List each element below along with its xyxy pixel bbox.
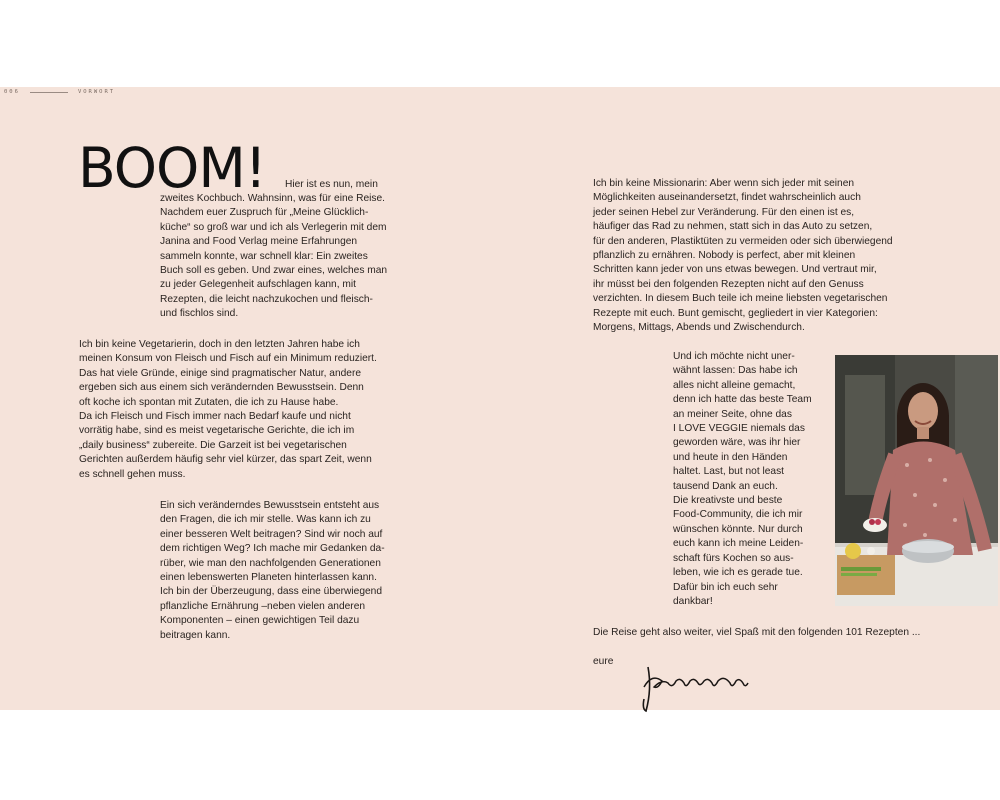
text-line: meinen Konsum von Fleisch und Fisch auf ein Minimum reduziert.	[79, 353, 377, 365]
text-line: Schritten kann jeder von uns etwas bewegen. Und vertraut mir,	[593, 264, 877, 276]
text-line: einer besseren Welt beitragen? Sind wir noch auf	[160, 528, 383, 540]
paragraph-missionarin	[593, 177, 923, 335]
text-line: rüber, wie man den nachfolgenden Generationen	[160, 557, 381, 569]
text-line: zu jeder Gelegenheit aufschlagen kann, mit	[160, 279, 356, 291]
text-line: verzichten. In diesem Buch teile ich meine liebsten vegetarischen	[593, 293, 888, 305]
signature	[628, 659, 758, 714]
text-line: Buch soll es geben. Und zwar eines, welches man	[160, 265, 388, 277]
text-line: Nachdem euer Zuspruch für „Meine Glücklich-	[160, 207, 369, 219]
text-line: I LOVE VEGGIE niemals das	[673, 423, 805, 435]
text-line: Dafür bin ich euch sehr	[673, 581, 778, 593]
text-line: denn ich hatte das beste Team	[673, 394, 812, 406]
text-line: leben, wie ich es gerade tue.	[673, 567, 803, 579]
header-rule	[30, 92, 68, 93]
text-line: Rezepten, die leicht nachzukochen und fleisch-	[160, 293, 373, 305]
text-line: Ein sich veränderndes Bewusstsein entsteht aus	[160, 500, 380, 511]
text-line: einen lebenswerten Planeten hinterlassen kann.	[160, 572, 377, 584]
text-line: den Fragen, die ich mir stelle. Was kann ich zu	[160, 514, 371, 526]
text-line: Ich bin der Überzeugung, dass eine überwiegend	[160, 586, 383, 598]
text-line: „daily business“ zubereite. Die Garzeit ist bei vegetarischen	[79, 439, 347, 451]
text-line: pflanzliche Ernährung –neben vielen anderen	[160, 600, 366, 612]
text-line: und fischlos sind.	[160, 308, 239, 320]
sign-label	[593, 655, 633, 669]
text-line: wünschen könnte. Nur durch	[673, 523, 803, 535]
intro-first-line	[285, 178, 415, 192]
text-line: pflanzlich zu ernähren. Nobody is perfect, aber mit kleinen	[593, 250, 856, 262]
text-line: Die kreativste und beste	[673, 495, 783, 507]
text-line: tausend Dank an euch.	[673, 480, 778, 492]
text-line: dem richtigen Weg? Ich mache mir Gedanken da-	[160, 543, 385, 555]
text-line: Morgens, Mittags, Abends und Zwischendurch.	[593, 322, 805, 334]
text-line: für den anderen, Plastiktüten zu vermeiden oder sich überwiegend	[593, 235, 893, 247]
intro-first-line-text: Hier ist es nun, mein	[285, 179, 378, 190]
text-line: Und ich möchte nicht uner-	[673, 351, 795, 362]
text-line: vorrätig habe, sind es meist vegetarische Gerichte, die ich im	[79, 425, 355, 437]
paragraph-thanks	[673, 350, 823, 609]
text-line: ihr müsst bei den folgenden Rezepten nicht auf den Genuss	[593, 278, 864, 290]
text-line: Janina and Food Verlag meine Erfahrungen	[160, 236, 358, 248]
paragraph-vegetarian	[79, 338, 409, 482]
text-line: sammeln konnte, war schnell klar: Ein zweites	[160, 250, 368, 262]
text-line: Ich bin keine Vegetarierin, doch in den letzten Jahren habe ich	[79, 339, 360, 350]
text-line: schaft fürs Kochen so aus-	[673, 552, 794, 564]
text-line: Ich bin keine Missionarin: Aber wenn sich jeder mit seinen	[593, 178, 855, 189]
text-line: häufiger das Rad zu nehmen, statt sich in das Auto zu setzen,	[593, 221, 873, 233]
text-line: jeder seinen Hebel zur Veränderung. Für den einen ist es,	[593, 206, 855, 218]
text-line: an meiner Seite, ohne das	[673, 408, 792, 420]
text-line: wähnt lassen: Das habe ich	[673, 365, 798, 377]
closing-line	[593, 626, 953, 640]
paragraph-bewusstsein	[160, 499, 410, 643]
book-spread	[0, 87, 1000, 710]
text-line: Food-Community, die ich mir	[673, 509, 803, 521]
text-line: oft koche ich spontan mit Zutaten, die ich zu Hause habe.	[79, 396, 339, 408]
portrait-photo	[835, 355, 998, 606]
text-line: Da ich Fleisch und Fisch immer nach Bedarf kaufe und nicht	[79, 411, 351, 423]
intro-paragraph	[160, 192, 410, 322]
text-line: und heute in den Händen	[673, 451, 788, 463]
text-line: Komponenten – einen gewichtigen Teil dazu	[160, 615, 360, 627]
text-line: küche“ so groß war und ich als Verlegerin mit dem	[160, 221, 387, 233]
page-number: 006	[4, 89, 20, 95]
text-line: dankbar!	[673, 595, 713, 607]
text-line: zweites Kochbuch. Wahnsinn, was für eine Reise.	[160, 193, 385, 204]
text-line: alles nicht alleine gemacht,	[673, 379, 796, 391]
text-line: geworden wäre, was ihr hier	[673, 437, 801, 449]
text-line: euch kann ich meine Leiden-	[673, 538, 804, 550]
text-line: haltet. Last, but not least	[673, 466, 785, 478]
sign-label-text: eure	[593, 656, 614, 667]
section-title: VORWORT	[77, 89, 116, 95]
text-line: beitragen kann.	[160, 629, 231, 641]
text-line: Das hat viele Gründe, einige sind pragmatischer Natur, andere	[79, 367, 362, 379]
text-line: Gerichten außerdem häufig sehr viel kürzer, das spart Zeit, wenn	[79, 454, 372, 466]
page-header	[4, 89, 115, 95]
closing-line-text: Die Reise geht also weiter, viel Spaß mit den folgenden 101 Rezepten ...	[593, 627, 921, 638]
text-line: Rezepte mit euch. Bunt gemischt, gegliedert in vier Kategorien:	[593, 307, 878, 319]
text-line: Möglichkeiten auseinandersetzt, findet wahrscheinlich auch	[593, 192, 861, 204]
text-line: es schnell gehen muss.	[79, 468, 186, 480]
headline: BOOM!	[78, 136, 266, 200]
text-line: ergeben sich aus einem sich verändernden Bewusstsein. Denn	[79, 382, 364, 394]
